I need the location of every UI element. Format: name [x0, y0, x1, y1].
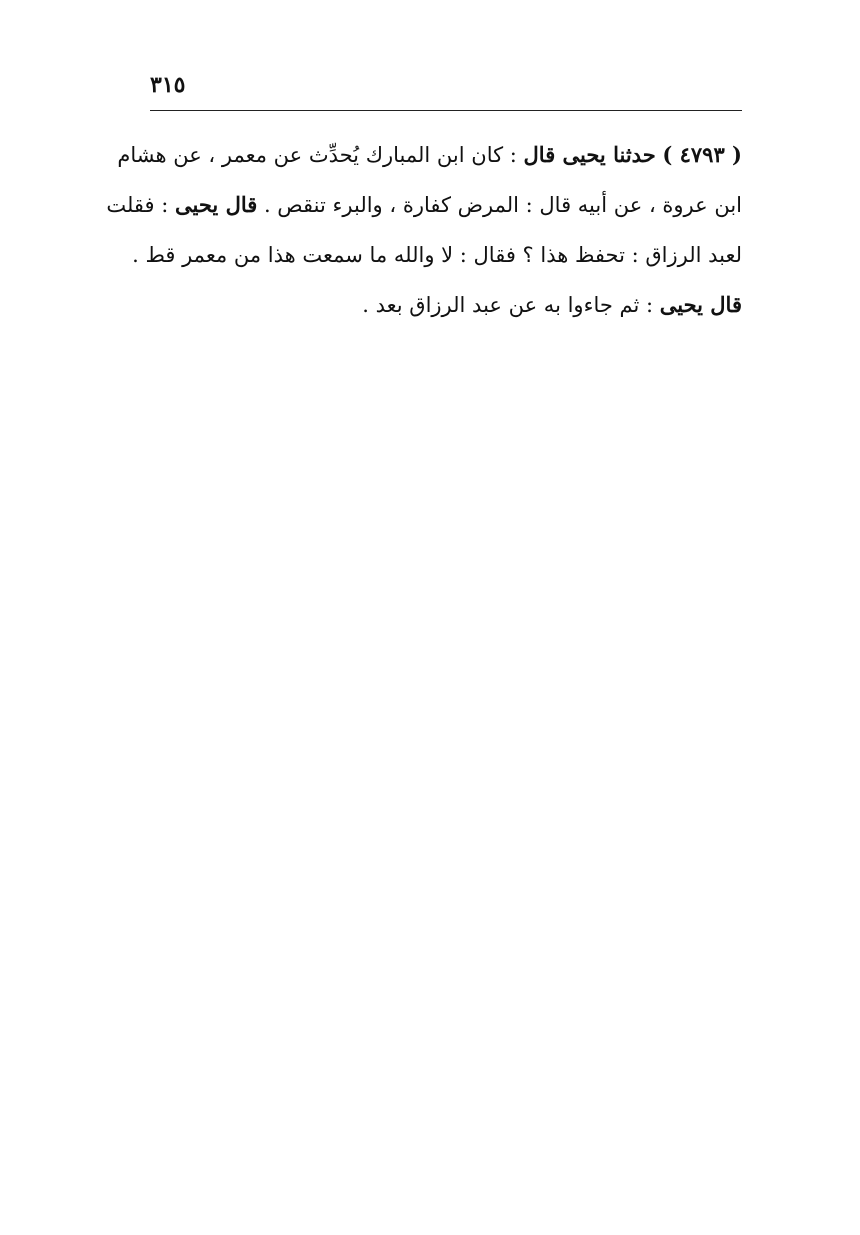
narrator-label: قال يحيى — [175, 192, 258, 217]
text-line-2 — [106, 180, 742, 230]
text-segment: : فقلت — [106, 193, 176, 217]
header-divider — [150, 110, 742, 111]
text-line-3 — [132, 230, 742, 280]
page-number: ٣١٥ — [150, 72, 186, 98]
hadith-entry — [106, 130, 742, 330]
narrator-lead: حدثنا يحيى قال — [523, 142, 656, 167]
text-segment: ابن عروة ، عن أبيه قال : المرض كفارة ، والبرء تنقص . — [257, 193, 742, 217]
entry-number: ( ٤٧٩٣ ) — [662, 142, 742, 167]
text-segment: : كان ابن المبارك يُحدِّث عن معمر ، عن هشام — [117, 143, 524, 167]
text-line-1 — [117, 130, 742, 180]
narrator-label: قال يحيى — [659, 292, 742, 317]
text-segment: : ثم جاءوا به عن عبد الرزاق بعد . — [362, 293, 660, 317]
text-segment: لعبد الرزاق : تحفظ هذا ؟ فقال : لا والله ما سمعت هذا من معمر قط . — [132, 243, 742, 267]
text-line-4 — [150, 280, 742, 330]
